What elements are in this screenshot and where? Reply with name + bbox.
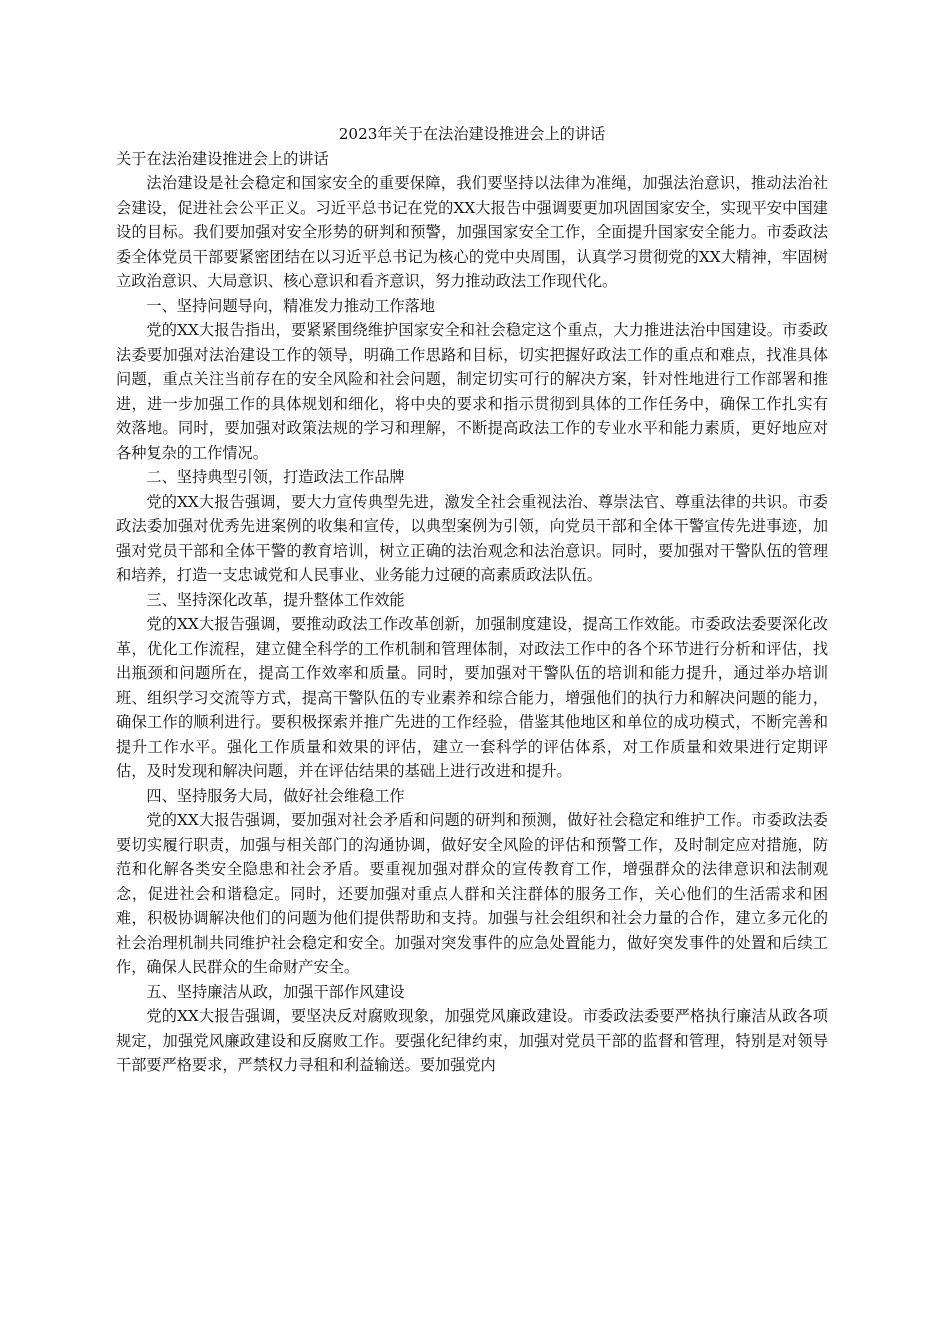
section-5-body: 党的XX大报告强调，要坚决反对腐败现象，加强党风廉政建设。市委政法委要严格执行廉洁从政各项规定，加强党风廉政建设和反腐败工作。要强化纪律约束，加强对党员干部的监督和管理，特别是对领导干部要严格要求，严禁权力寻租和利益输送。要加强党内 xyxy=(116,1007,828,1074)
document-page xyxy=(116,122,828,1078)
section-2-body: 党的XX大报告强调，要大力宣传典型先进，激发全社会重视法治、尊崇法官、尊重法律的共识。市委政法委加强对优秀先进案例的收集和宣传，以典型案例为引领，向党员干部和全体干警宣传先进事迹，加强对党员干部和全体干警的教育培训，树立正确的法治观念和法治意识。同时，要加强对干警队伍的管理和培养，打造一支忠诚党和人民事业、业务能力过硬的高素质政法队伍。 xyxy=(116,492,828,584)
section-2-heading: 二、坚持典型引领，打造政法工作品牌 xyxy=(146,468,405,486)
section-4-heading: 四、坚持服务大局，做好社会维稳工作 xyxy=(146,786,405,805)
section-1-heading: 一、坚持问题导向，精准发力推动工作落地 xyxy=(146,296,435,315)
section-3-body: 党的XX大报告强调，要推动政法工作改革创新，加强制度建设，提高工作效能。市委政法委要深化改革，优化工作流程，建立健全科学的工作机制和管理体制，对政法工作中的各个环节进行分析和评估，找出瓶颈和问题所在，提高工作效率和质量。同时，要加强对干警队伍的培训和能力提升，通过举办培训班、组织学习交流等方式，提高干警队伍的专业素养和综合能力，增强他们的执行力和解决问题的能力，确保工作的顺利进行。要积极探索并推广先进的工作经验，借鉴其他地区和单位的成功模式，不断完善和提升工作水平。强化工作质量和效果的评估，建立一套科学的评估体系，对工作质量和效果进行定期评估，及时发现和解决问题，并在评估结果的基础上进行改进和提升。 xyxy=(116,615,828,780)
section-3-heading: 三、坚持深化改革，提升整体工作效能 xyxy=(146,590,405,609)
section-4-body: 党的XX大报告强调，要加强对社会矛盾和问题的研判和预测，做好社会稳定和维护工作。市委政法委要切实履行职责，加强与相关部门的沟通协调，做好安全风险的评估和预警工作，及时制定应对措施，防范和化解各类安全隐患和社会矛盾。要重视加强对群众的宣传教育工作，增强群众的法律意识和法制观念，促进社会和谐稳定。同时，还要加强对重点人群和关注群体的服务工作，关心他们的生活需求和困难，积极协调解决他们的问题为他们提供帮助和支持。加强与社会组织和社会力量的合作，建立多元化的社会治理机制共同维护社会稳定和安全。加强对突发事件的应急处置能力，做好突发事件的处置和后续工作，确保人民群众的生命财产安全。 xyxy=(116,811,828,976)
intro-paragraph: 法治建设是社会稳定和国家安全的重要保障，我们要坚持以法律为准绳，加强法治意识，推动法治社会建设，促进社会公平正义。习近平总书记在党的XX大报告中强调要更加巩固国家安全，实现平安中国建设的目标。我们要加强对安全形势的研判和预警，加强国家安全工作，全面提升国家安全能力。市委政法委全体党员干部要紧密团结在以习近平总书记为核心的党中央周围，认真学习贯彻党的XX大精神，牢固树立政治意识、大局意识、核心意识和看齐意识，努力推动政法工作现代化。 xyxy=(116,174,828,290)
section-5-heading: 五、坚持廉洁从政，加强干部作风建设 xyxy=(146,982,405,1001)
document-subtitle: 关于在法治建设推进会上的讲话 xyxy=(116,149,329,168)
document-title: 2023年关于在法治建设推进会上的讲话 xyxy=(338,125,606,143)
section-1-body: 党的XX大报告指出，要紧紧围绕维护国家安全和社会稳定这个重点，大力推进法治中国建设。市委政法委要加强对法治建设工作的领导，明确工作思路和目标，切实把握好政法工作的重点和难点，找准具体问题，重点关注当前存在的安全风险和社会问题，制定切实可行的解决方案，针对性地进行工作部署和推进，进一步加强工作的具体规划和细化，将中央的要求和指示贯彻到具体的工作任务中，确保工作扎实有效落地。同时，要加强对政策法规的学习和理解，不断提高政法工作的专业水平和能力素质，更好地应对各种复杂的工作情况。 xyxy=(116,321,828,462)
